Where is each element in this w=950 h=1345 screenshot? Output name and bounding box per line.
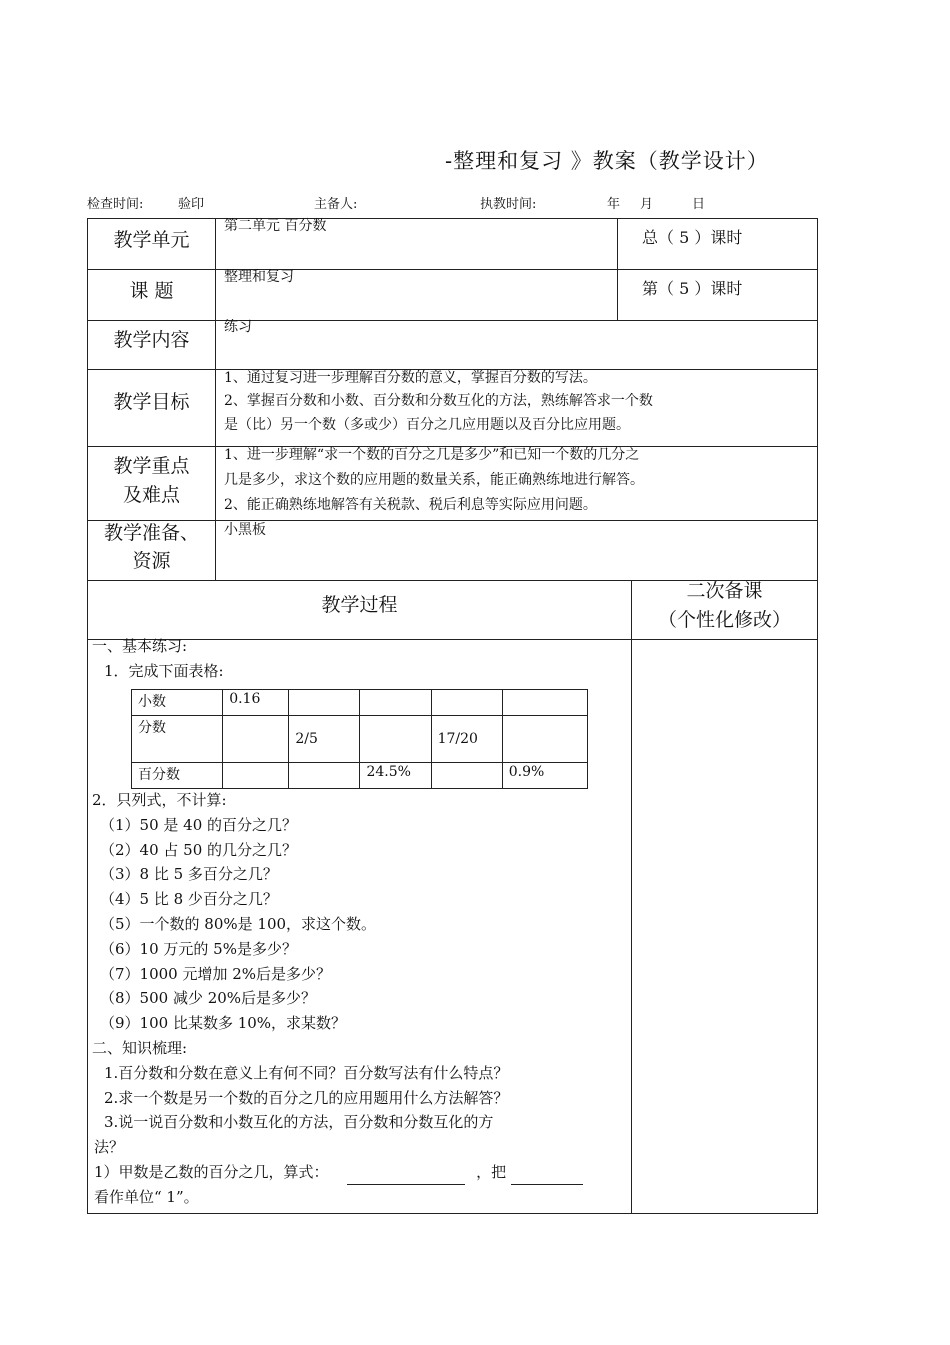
key-label: 及难点 (122, 484, 180, 506)
nth-period: 第（ 5 ）课时 (642, 279, 743, 298)
goals-line: 1、通过复习进一步理解百分数的意义，掌握百分数的写法。 (224, 370, 597, 386)
key-label: 教学重点 (113, 455, 190, 477)
table-cell (431, 763, 502, 789)
question: （4）5 比 8 少百分之几？ (100, 890, 278, 908)
table-cell (360, 716, 431, 763)
side-header: 二次备课 (686, 580, 763, 602)
review-line: 2.求一个数是另一个数的百分之几的应用题用什么方法解答？ (104, 1089, 509, 1107)
prep-label: 教学准备、 (103, 522, 199, 544)
fill-end: 看作单位“ 1”。 (94, 1188, 199, 1206)
topic-value: 整理和复习 (224, 269, 294, 285)
table-cell (289, 763, 360, 789)
side-header: （个性化修改） (657, 609, 791, 631)
table-cell: 0.16 (223, 690, 289, 716)
task-list-formulas: 2．只列式，不计算: (92, 791, 227, 809)
table-cell (502, 690, 587, 716)
question: （3）8 比 5 多百分之几？ (100, 865, 278, 883)
question: （9）100 比某数多 10%，求某数？ (100, 1014, 347, 1032)
review-line: 法？ (94, 1138, 125, 1156)
question: （1）50 是 40 的百分之几？ (100, 816, 298, 834)
key-line: 1、进一步理解“求一个数的百分之几是多少”和已知一个数的几分之 (224, 447, 640, 463)
key-line: 几是多少，求这个数的应用题的数量关系，能正确熟练地进行解答。 (224, 472, 644, 488)
goals-label: 教学目标 (113, 391, 190, 413)
row-label-fraction: 分数 (132, 716, 223, 763)
key-line: 2、能正确熟练地解答有关税款、税后利息等实际应用问题。 (224, 497, 597, 513)
row-label-decimal: 小数 (132, 690, 223, 716)
teach-time-label: 执教时间: (480, 197, 537, 212)
table-cell (223, 716, 289, 763)
goals-line: 2、掌握百分数和小数、百分数和分数互化的方法，熟练解答求一个数 (224, 393, 653, 409)
table-cell: 17/20 (431, 716, 502, 763)
section-basic: 一、基本练习: (92, 637, 188, 655)
unit-label: 教学单元 (113, 229, 190, 251)
content-value: 练习 (224, 319, 252, 335)
fill-prefix: 1）甲数是乙数的百分之几，算式： (94, 1163, 329, 1181)
table-cell (289, 690, 360, 716)
fill-blank-line (94, 1160, 583, 1185)
preparer-label: 主备人: (314, 197, 358, 212)
question: （7）1000 元增加 2%后是多少？ (100, 965, 332, 983)
year-label: 年 (607, 197, 621, 212)
row-label-percent: 百分数 (132, 763, 223, 789)
task-complete-table: 1．完成下面表格: (104, 662, 224, 680)
goals-line: 是（比）另一个数（多或少）百分之几应用题以及百分比应用题。 (224, 417, 630, 433)
month-label: 月 (640, 197, 654, 212)
question: （2）40 占 50 的几分之几？ (100, 841, 298, 859)
conversion-table (131, 689, 588, 789)
total-periods: 总（ 5 ）课时 (642, 228, 743, 247)
topic-label: 课 题 (129, 280, 174, 302)
page-title: -整理和复习 》教案（教学设计） (445, 149, 769, 173)
prep-label: 资源 (132, 550, 171, 572)
table-cell: 2/5 (289, 716, 360, 763)
table-cell (360, 690, 431, 716)
formula-blank[interactable] (347, 1168, 465, 1185)
unit-value: 第二单元 百分数 (224, 218, 327, 234)
table-cell (431, 690, 502, 716)
content-label: 教学内容 (113, 329, 190, 351)
question: （5）一个数的 80%是 100，求这个数。 (100, 915, 377, 933)
process-header: 教学过程 (321, 594, 398, 616)
question: （6）10 万元的 5%是多少？ (100, 940, 297, 958)
table-cell (223, 763, 289, 789)
prep-value: 小黑板 (224, 522, 266, 538)
fill-mid: ，把 (476, 1163, 507, 1181)
unit-blank[interactable] (511, 1168, 583, 1185)
day-label: 日 (692, 197, 706, 212)
table-cell: 24.5% (360, 763, 431, 789)
check-time-label: 检查时间: (87, 197, 144, 212)
question: （8）500 减少 20%后是多少？ (100, 989, 317, 1007)
table-cell (502, 716, 587, 763)
review-line: 3.说一说百分数和小数互化的方法，百分数和分数互化的方 (104, 1113, 494, 1131)
seal-label: 验印 (178, 197, 205, 212)
review-line: 1.百分数和分数在意义上有何不同？百分数写法有什么特点？ (104, 1064, 509, 1082)
section-review: 二、知识梳理: (92, 1039, 188, 1057)
table-cell: 0.9% (502, 763, 587, 789)
